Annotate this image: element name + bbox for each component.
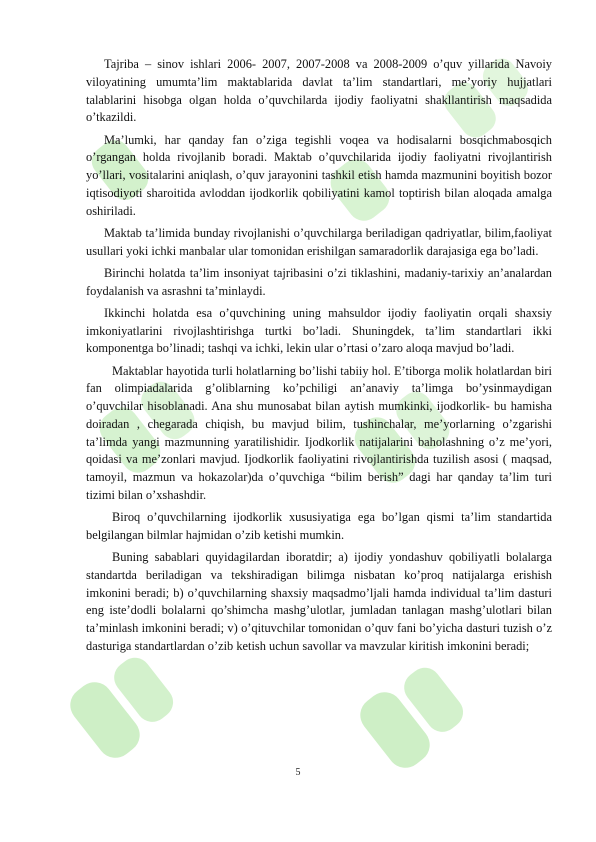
paragraph: Ma’lumki, har qanday fan o’ziga tegishli voqea va hodisalarni bosqichmabosqich o’rgangan holda rivojlanib boradi. Maktab o’quvchilarida ijodiy faoliyatni rivojlantirish yo’llari, vositalarini aniqlash, o’quv jarayonini tashkil etish hamda mazmunini boyitish bozor iqtisodiyoti sharoitida avloddan ijodkorlik qobiliyatini kamol toptirish bilan aloqada amalga oshiriladi. <box>86 132 552 218</box>
paragraph: Ikkinchi holatda esa o’quvchining uning mahsuldor ijodiy faoliyatin orqali shaxsiy imkoniyatlarini rivojlashtirishga turtki bo’ladi. Shuningdek, ta’lim standartlari ikki komponentga bo’linadi; tashqi va ichki, lekin ular o’rtasi o’zaro aloqa mavjud bo’ladi. <box>86 305 552 356</box>
watermark-shape <box>353 657 473 775</box>
watermark-shape <box>63 647 183 765</box>
paragraph: Tajriba – sinov ishlari 2006- 2007, 2007-2008 va 2008-2009 o’quv yillarida Navoiy viloyatining umumta’lim maktablarida davlat ta’lim standartlari, me’yoriy hujjatlari talablarini hisobga olgan holda o’quvchilarda ijodiy faoliyatni shakllantirish maqsadida o’tkazildi. <box>86 57 552 125</box>
paragraph: Biroq o’quvchilarning ijodkorlik xususiyatiga ega bo’lgan qismi ta’lim standartida belgilangan bilmlar hajmidan o’zib ketishi mumkin. <box>86 510 552 542</box>
page-number: 5 <box>295 767 301 778</box>
paragraph: Buning sabablari quyidagilardan iboratdir; a) ijodiy yondashuv qobiliyatli bolalarga standartda beriladigan va tekshiradigan bilimga nisbatan ko’proq natijalarga erishish imkonini beradi; b) o’quvchilarning shaxsiy maqsadmo’ljali hamda individual ta’lim dasturi eng iste’dodli bolalarni qo’shimcha mashg’ulotlar, jumladan tanlagan mashg’ulotlari bilan ta’minlash imkonini beradi; v) o’qituvchilar tomonidan o’quv fani bo’yicha dasturi tuzish o’z dasturiga standartlardan o’zib ketish uchun savollar va mavzular kiritish imkonini beradi; <box>86 550 552 653</box>
paragraph: Birinchi holatda ta’lim insoniyat tajribasini o’zi tiklashini, madaniy-tarixiy an’analardan foydalanish va asrashni ta’minlaydi. <box>86 265 552 298</box>
paragraph: Maktablar hayotida turli holatlarning bo’lishi tabiiy hol. E’tiborga molik holatlardan biri fan olimpiadalarida g’oliblarning ko’pchiligi an’anaviy ta’limga bo’ysinmaydigan o’quvchilar hisoblanadi. Ana shu munosabat bilan aytish mumkinki, ijodkorlik- bu hamisha doiradan , chegarada chiqish, bu mavjud bilim, tushinchalar, me’yorlarning o’zgarishi ta’limda yangi mazmunning yaratilishidir. Ijodkorlik natijalarini baholashning o’z me’yori, qoidasi va me’zonlari mavjud. Ijodkorlik faoliyatini rivojlantirishda tuzilish asosi ( maqsad, tamoyil, mazmun va hokazolar)da o’quvchiga “bilim berish” dagi har qanday ta’lim turi tizimi bilan o’xshashdir. <box>86 363 552 502</box>
document-body <box>86 56 552 660</box>
paragraph: Maktab ta’limida bunday rivojlanishi o’quvchilarga beriladigan qadriyatlar, bilim,faoliyat usullari yoki ichki manbalar ular tomonidan erishilgan samaradorlik darajasiga ega bo’ladi. <box>86 225 552 258</box>
